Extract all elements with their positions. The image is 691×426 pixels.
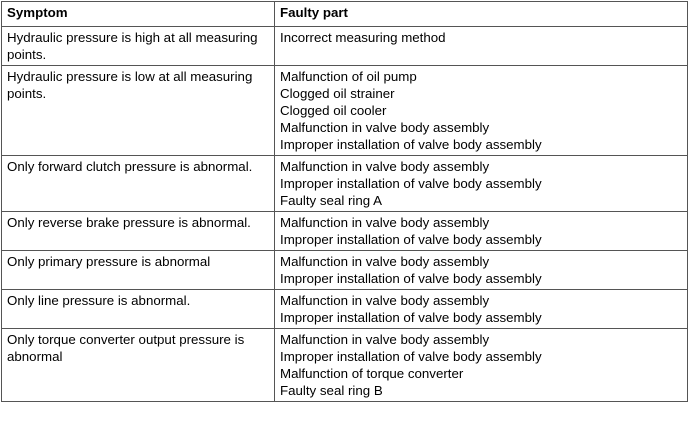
faulty-part-item: Improper installation of valve body assembly bbox=[280, 176, 542, 191]
faulty-part-item: Clogged oil strainer bbox=[280, 86, 395, 101]
table-header-row bbox=[2, 2, 688, 27]
table-row bbox=[2, 156, 688, 212]
faulty-part-item: Malfunction in valve body assembly bbox=[280, 120, 490, 135]
table-row bbox=[2, 290, 688, 329]
symptom-cell bbox=[2, 156, 275, 212]
symptom-cell bbox=[2, 290, 275, 329]
table-row bbox=[2, 212, 688, 251]
faulty-part-item: Improper installation of valve body assembly bbox=[280, 349, 542, 364]
symptom-cell bbox=[2, 212, 275, 251]
faulty-part-item: Improper installation of valve body assembly bbox=[280, 232, 542, 247]
faulty-part-cell bbox=[275, 329, 688, 402]
faulty-part-cell bbox=[275, 251, 688, 290]
faulty-part-item: Malfunction in valve body assembly bbox=[280, 332, 490, 347]
table-row bbox=[2, 329, 688, 402]
faulty-part-item: Faulty seal ring B bbox=[280, 383, 383, 398]
symptom-cell bbox=[2, 66, 275, 156]
faulty-part-item: Malfunction in valve body assembly bbox=[280, 215, 490, 230]
symptom-text: Hydraulic pressure is low at all measuring points. bbox=[7, 69, 253, 101]
header-faulty-part: Faulty part bbox=[275, 2, 688, 27]
document-page bbox=[1, 1, 688, 402]
faulty-part-item: Malfunction of oil pump bbox=[280, 69, 417, 84]
faulty-part-cell bbox=[275, 66, 688, 156]
faulty-part-item: Faulty seal ring A bbox=[280, 193, 382, 208]
table-row bbox=[2, 66, 688, 156]
faulty-part-item: Incorrect measuring method bbox=[280, 30, 446, 45]
faulty-part-item: Improper installation of valve body assembly bbox=[280, 271, 542, 286]
faulty-part-cell bbox=[275, 212, 688, 251]
faulty-part-cell bbox=[275, 156, 688, 212]
symptom-text: Only primary pressure is abnormal bbox=[7, 254, 211, 269]
diagnosis-table bbox=[1, 1, 688, 402]
faulty-part-item: Clogged oil cooler bbox=[280, 103, 387, 118]
symptom-cell bbox=[2, 329, 275, 402]
faulty-part-item: Malfunction in valve body assembly bbox=[280, 254, 490, 269]
symptom-text: Only line pressure is abnormal. bbox=[7, 293, 191, 308]
symptom-text: Only torque converter output pressure is abnormal bbox=[7, 332, 245, 364]
faulty-part-cell bbox=[275, 290, 688, 329]
faulty-part-item: Malfunction in valve body assembly bbox=[280, 159, 490, 174]
faulty-part-item: Malfunction in valve body assembly bbox=[280, 293, 490, 308]
faulty-part-item: Improper installation of valve body assembly bbox=[280, 137, 542, 152]
symptom-text: Only reverse brake pressure is abnormal. bbox=[7, 215, 251, 230]
symptom-text: Only forward clutch pressure is abnormal. bbox=[7, 159, 253, 174]
faulty-part-item: Improper installation of valve body assembly bbox=[280, 310, 542, 325]
header-symptom: Symptom bbox=[2, 2, 275, 27]
symptom-cell bbox=[2, 27, 275, 66]
symptom-cell bbox=[2, 251, 275, 290]
faulty-part-cell bbox=[275, 27, 688, 66]
symptom-text: Hydraulic pressure is high at all measuring points. bbox=[7, 30, 258, 62]
faulty-part-item: Malfunction of torque converter bbox=[280, 366, 464, 381]
table-row bbox=[2, 27, 688, 66]
table-row bbox=[2, 251, 688, 290]
